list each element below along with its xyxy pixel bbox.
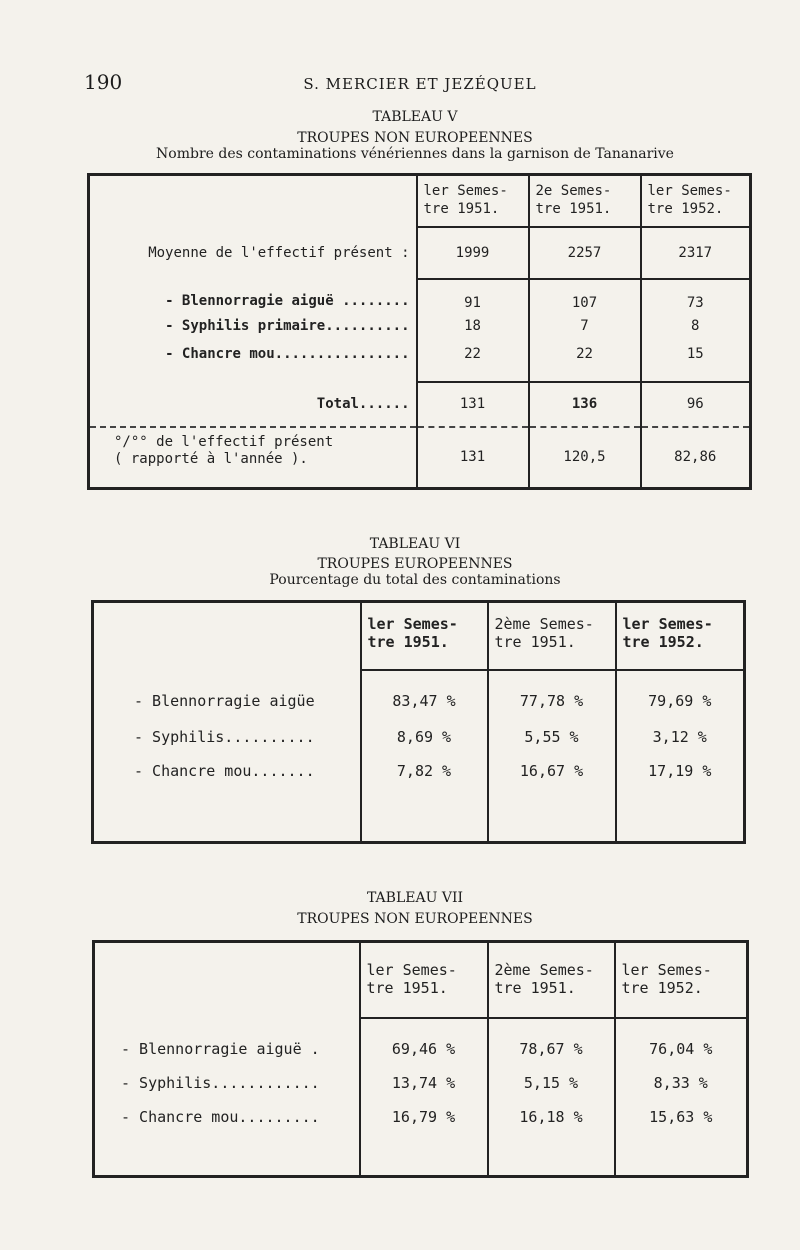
tableau7-cell: 5,15 % xyxy=(488,1058,615,1092)
tableau6-row-label: - Syphilis.......... xyxy=(134,727,315,746)
tableau5-header-1: ler Semes- tre 1951. xyxy=(417,175,529,227)
tableau5-ratio-label: °/°° de l'effectif présent ( rapporté à l'année ). xyxy=(89,427,417,489)
tableau6-cell: 83,47 % xyxy=(361,670,488,710)
tableau5-cell: 73 xyxy=(641,279,751,311)
tableau5-row-label: - Blennorragie aiguë ........ xyxy=(165,292,410,309)
tableau6-subtitle: TROUPES EUROPEENNES xyxy=(317,556,513,572)
tableau7-header-1: ler Semes- tre 1951. xyxy=(360,942,488,1018)
tableau7-cell: 69,46 % xyxy=(360,1018,488,1058)
tableau5-ratio-1: 131 xyxy=(417,427,529,489)
tableau7-cell: 16,18 % xyxy=(488,1092,615,1126)
tableau5-total-3: 96 xyxy=(641,382,751,427)
tableau7-cell: 76,04 % xyxy=(615,1018,748,1058)
tableau5-total-2: 136 xyxy=(529,382,641,427)
tableau6-cell: 79,69 % xyxy=(616,670,745,710)
tableau7-cell: 16,79 % xyxy=(360,1092,488,1126)
tableau7-subtitle: TROUPES NON EUROPEENNES xyxy=(297,911,533,927)
tableau7-cell: 13,74 % xyxy=(360,1058,488,1092)
tableau5-effectif-1: 1999 xyxy=(417,227,529,279)
tableau5-cell: 107 xyxy=(529,279,641,311)
tableau5-header-3: ler Semes- tre 1952. xyxy=(641,175,751,227)
tableau5-effectif-3: 2317 xyxy=(641,227,751,279)
tableau5-row-label: - Chancre mou................ xyxy=(165,345,410,362)
tableau7-header-2: 2ème Semes- tre 1951. xyxy=(488,942,615,1018)
tableau6-header-2: 2ème Semes- tre 1951. xyxy=(488,602,616,670)
tableau5-cell: 18 xyxy=(417,311,529,342)
tableau7-title: TABLEAU VII xyxy=(366,890,464,906)
tableau7-row-label: - Blennorragie aiguë . xyxy=(121,1039,320,1058)
tableau6-cell: 16,67 % xyxy=(488,746,616,780)
tableau6-cell: 8,69 % xyxy=(361,710,488,746)
page-number: 190 xyxy=(84,70,123,94)
tableau7-table xyxy=(92,940,749,1178)
tableau6-cell: 5,55 % xyxy=(488,710,616,746)
tableau5-cell: 15 xyxy=(641,342,751,382)
tableau5-ratio-2: 120,5 xyxy=(529,427,641,489)
tableau5-cell: 22 xyxy=(417,342,529,382)
tableau6-cell: 7,82 % xyxy=(361,746,488,780)
tableau7-cell: 8,33 % xyxy=(615,1058,748,1092)
tableau5-effectif-2: 2257 xyxy=(529,227,641,279)
tableau5-title: TABLEAU V xyxy=(372,109,458,125)
tableau6-table xyxy=(91,600,746,844)
tableau5-cell: 91 xyxy=(417,279,529,311)
tableau6-header-3: ler Semes- tre 1952. xyxy=(616,602,745,670)
tableau5-caption: Nombre des contaminations vénériennes dans la garnison de Tananarive xyxy=(156,146,674,162)
tableau6-row-label: - Chancre mou....... xyxy=(134,761,315,780)
tableau5-total-1: 131 xyxy=(417,382,529,427)
tableau5-effectif-label: Moyenne de l'effectif présent : xyxy=(148,244,410,261)
tableau5-total-label: Total...... xyxy=(316,395,410,412)
tableau6-cell: 17,19 % xyxy=(616,746,745,780)
tableau5-cell: 22 xyxy=(529,342,641,382)
tableau5-cell: 7 xyxy=(529,311,641,342)
tableau6-cell: 77,78 % xyxy=(488,670,616,710)
running-head: S. MERCIER ET JEZÉQUEL xyxy=(303,75,537,93)
tableau6-header-1: ler Semes- tre 1951. xyxy=(361,602,488,670)
tableau7-header-3: ler Semes- tre 1952. xyxy=(615,942,748,1018)
tableau6-title: TABLEAU VI xyxy=(369,536,461,552)
tableau5-cell: 8 xyxy=(641,311,751,342)
tableau5-header-2: 2e Semes- tre 1951. xyxy=(529,175,641,227)
tableau5-subtitle: TROUPES NON EUROPEENNES xyxy=(297,130,533,146)
tableau7-row-label: - Chancre mou......... xyxy=(121,1107,320,1126)
tableau6-caption: Pourcentage du total des contaminations xyxy=(269,572,561,588)
tableau5-table xyxy=(87,173,752,490)
tableau7-row-label: - Syphilis............ xyxy=(121,1073,320,1092)
tableau6-cell: 3,12 % xyxy=(616,710,745,746)
tableau6-row-label: - Blennorragie aigüe xyxy=(134,691,315,710)
tableau5-ratio-3: 82,86 xyxy=(641,427,751,489)
tableau5-row-label: - Syphilis primaire.......... xyxy=(165,318,410,334)
tableau7-cell: 15,63 % xyxy=(615,1092,748,1126)
tableau7-cell: 78,67 % xyxy=(488,1018,615,1058)
